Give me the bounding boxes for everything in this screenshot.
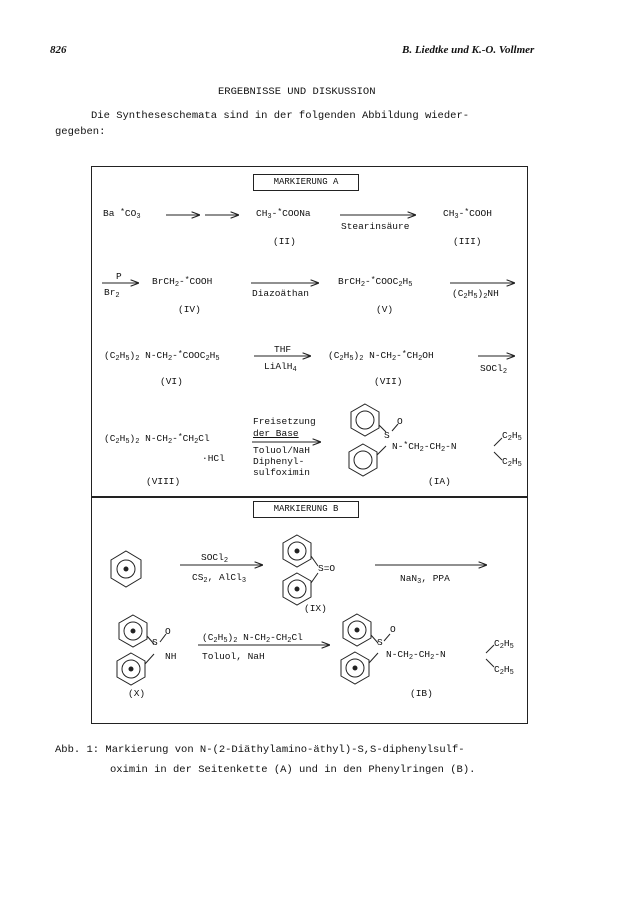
label-markierung-a: MARKIERUNG A [253,174,359,191]
compound-ch3cooh: $CH_3-^*COOH$ [443,208,492,221]
label-compound-ii: (II) [273,236,296,247]
reagent-toluol-nah: Toluol/NaH [253,445,311,456]
ib-ethyl-top: $C_2H_5$ [494,638,514,651]
compound-baco3: Ba $^*CO_3$ [103,208,141,221]
figure-caption-line1: Abb. 1: Markierung von N-(2-Diäthylamino-äthyl)-S,S-diphenylsulf- [55,744,465,756]
compound-ch3coona: $CH_3-^*COONa$ [256,208,311,221]
reagent-cs2-alcl3: $CS_2$, AlCl$_3$ [192,572,247,585]
label-markierung-b: MARKIERUNG B [253,501,359,518]
reagent-thf: THF [274,344,292,355]
x-nh-group: NH [165,651,177,662]
label-compound-ix: (IX) [304,603,327,614]
reagent-br2: $Br_2$ [104,287,120,300]
ia-ethyl-bottom: $C_2H_5$ [502,456,522,469]
benzene-ia-bottom [349,444,377,476]
label-compound-viii: (VIII) [146,476,181,487]
reagent-stearinsaeure: Stearinsäure [341,221,410,232]
label-compound-x: (X) [128,688,146,699]
compound-viii: $(C_2H_5)_2$ $N-CH_2-^*CH_2Cl$ [104,433,210,446]
ix-sulfoxide: S=O [318,563,336,574]
reagent-p: P [116,271,122,282]
reagent-lialh4: LiAlH$_4$ [264,361,297,374]
ib-sulfur-atom: S [377,637,383,648]
reagent-diethylamine: $(C_2H_5)_2NH$ [452,288,499,301]
page-number: 826 [50,44,67,56]
label-compound-ia: (IA) [428,476,451,487]
label-compound-v: (V) [376,304,394,315]
ia-oxygen-atom: O [397,416,403,427]
compound-vi: $(C_2H_5)_2$ $N-CH_2-^*COOC_2H_5$ [104,350,220,363]
intro-text-line2: gegeben: [55,126,106,138]
label-compound-vii: (VII) [374,376,403,387]
x-oxygen-atom: O [165,626,171,637]
reagent-freisetzung: Freisetzung [253,416,316,427]
ia-ethyl-top: $C_2H_5$ [502,430,522,443]
reagent-sulfoximin: sulfoximin [253,467,311,478]
reagent-toluol-nah-b: Toluol, NaH [202,651,265,662]
reagent-socl2-b: SOCl$_2$ [201,552,229,565]
label-compound-vi: (VI) [160,376,183,387]
running-header-authors: B. Liedtke und K.-O. Vollmer [402,44,535,56]
reagent-der-base: der Base [253,428,299,439]
label-hcl: ·HCl [202,453,225,464]
compound-vii: $(C_2H_5)_2$ $N-CH_2-^*CH_2OH$ [328,350,434,363]
reagent-diazoaethan: Diazoäthan [252,288,310,299]
label-compound-ib: (IB) [410,688,433,699]
reagent-socl2-a: SOCl$_2$ [480,363,508,376]
compound-brch2cooet: $BrCH_2-^*COOC_2H_5$ [338,276,413,289]
ia-sulfur-atom: S [384,430,390,441]
reagent-diphenyl: Diphenyl- [253,456,305,467]
figure-caption-line2: oximin in der Seitenkette (A) und in den Phenylringen (B). [110,764,476,776]
compound-brch2cooh: BrCH$_2$-*COOH [152,276,213,289]
reagent-chloroethylamine: $(C_2H_5)_2$ $N-CH_2-CH_2Cl$ [202,632,303,645]
label-compound-iv: (IV) [178,304,201,315]
ib-side-chain: $N-CH_2-CH_2-N$ [386,649,446,662]
benzene-ia-top [351,404,379,436]
ib-oxygen-atom: O [390,624,396,635]
section-title: ERGEBNISSE UND DISKUSSION [218,86,376,98]
intro-text-line1: Die Syntheseschemata sind in der folgenden Abbildung wieder- [91,110,470,122]
x-sulfur-atom: S [152,637,158,648]
label-compound-iii: (III) [453,236,482,247]
reagent-nan3-ppa: NaN$_3$, PPA [400,573,450,586]
ia-side-chain: $N-^*CH_2-CH_2-N$ [392,441,457,454]
ib-ethyl-bottom: $C_2H_5$ [494,664,514,677]
